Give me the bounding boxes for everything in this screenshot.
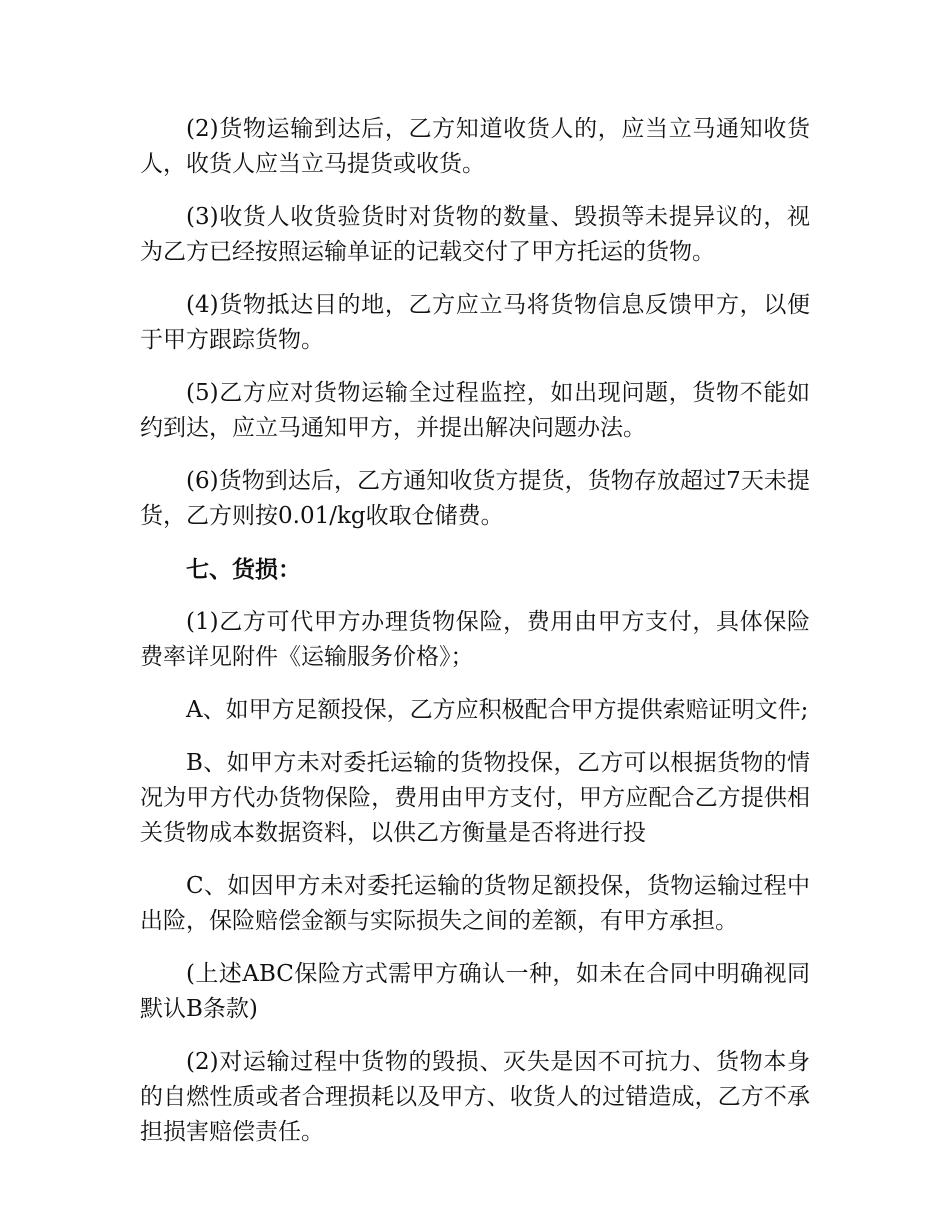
- cargo-clause-c: C、如因甲方未对委托运输的货物足额投保，货物运输过程中出险，保险赔偿金额与实际损失之间的差额，有甲方承担。: [140, 873, 810, 934]
- paragraph-6: (6)货物到达后，乙方通知收货方提货，货物存放超过7天未提货，乙方则按0.01/kg收取仓储费。: [140, 468, 810, 529]
- section-heading-cargo-damage: 七、货损：: [186, 556, 301, 583]
- paragraph-2: (2)货物运输到达后，乙方知道收货人的，应当立马通知收货人，收货人应当立马提货或收货。: [140, 116, 810, 177]
- paragraph-4: (4)货物抵达目的地，乙方应立马将货物信息反馈甲方，以便于甲方跟踪货物。: [140, 292, 810, 353]
- paragraph-5: (5)乙方应对货物运输全过程监控，如出现问题，货物不能如约到达，应立马通知甲方，并提出解决问题办法。: [140, 380, 810, 441]
- cargo-paragraph-2: (2)对运输过程中货物的毁损、灭失是因不可抗力、货物本身的自燃性质或者合理损耗以及甲方、收货人的过错造成，乙方不承担损害赔偿责任。: [140, 1049, 810, 1145]
- cargo-clause-a: A、如甲方足额投保，乙方应积极配合甲方提供索赔证明文件;: [186, 697, 809, 723]
- cargo-note: (上述ABC保险方式需甲方确认一种，如未在合同中明确视同默认B条款): [140, 961, 810, 1022]
- cargo-clause-b: B、如甲方未对委托运输的货物投保，乙方可以根据货物的情况为甲方代办货物保险，费用由甲方支付，甲方应配合乙方提供相关货物成本数据资料，以供乙方衡量是否将进行投: [140, 750, 810, 846]
- cargo-paragraph-1: (1)乙方可代甲方办理货物保险，费用由甲方支付，具体保险费率详见附件《运输服务价格》；: [140, 609, 810, 670]
- paragraph-3: (3)收货人收货验货时对货物的数量、毁损等未提异议的，视为乙方已经按照运输单证的记载交付了甲方托运的货物。: [140, 204, 810, 265]
- document-body: [140, 112, 810, 1168]
